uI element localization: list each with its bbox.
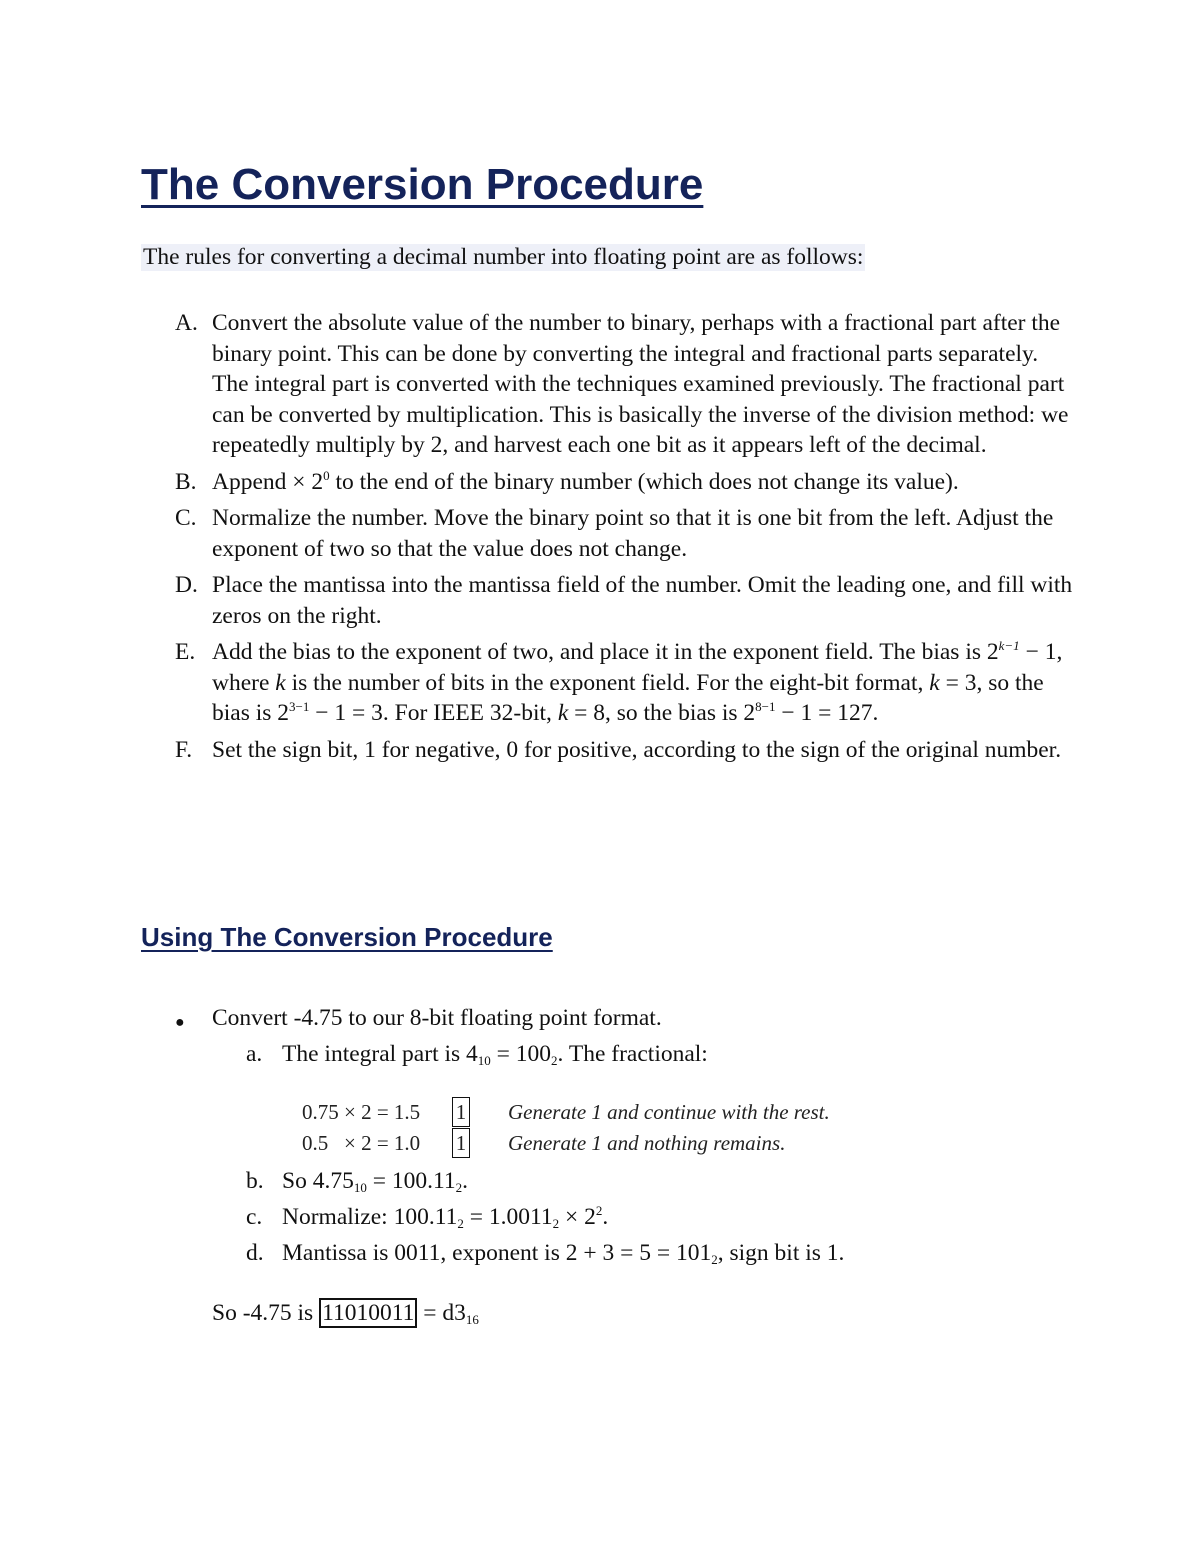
rule-text: Convert the absolute value of the number to binary, perhaps with a fractional part after the binary point. This can be done by converting the integral and fractional parts separately. The integral part is converted with the techniques examined previously. The fractional part can be converted by multiplication. This is basically the inverse of the division method: we repeatedly multiply by 2, and harvest each one bit as it appears left of the decimal.	[212, 310, 1069, 458]
exponent: k−1	[998, 638, 1020, 653]
rule-f	[175, 735, 1075, 766]
result-text: = d3	[417, 1300, 466, 1326]
rule-text: Normalize the number. Move the binary point so that it is one bit from the left. Adjust the exponent of two so that the value does not change.	[212, 505, 1054, 562]
bullet-icon: ●	[175, 1014, 185, 1031]
page-title: The Conversion Procedure	[141, 160, 704, 209]
rule-text: Set the sign bit, 1 for negative, 0 for positive, according to the sign of the original number.	[212, 736, 1062, 763]
rule-text: − 1 = 127.	[775, 700, 879, 726]
step-text: The integral part is 4	[282, 1041, 478, 1067]
step-text: .	[462, 1168, 468, 1194]
rule-text: Place the mantissa into the mantissa field of the number. Omit the leading one, and fill with zeros on the right.	[212, 572, 1073, 629]
subscript: 2	[551, 1053, 558, 1068]
rule-marker: C.	[175, 505, 197, 531]
subscript: 2	[711, 1252, 718, 1267]
step-text: Mantissa is 0011, exponent is 2 + 3 = 5 = 101	[282, 1240, 712, 1266]
step-text: , sign bit is 1.	[717, 1240, 845, 1266]
step-c	[246, 1203, 609, 1231]
step-text: × 2	[559, 1204, 596, 1230]
exponent: 3−1	[289, 699, 310, 714]
rule-marker: F.	[175, 736, 193, 763]
variable-k: k	[275, 669, 286, 696]
step-text: So 4.75	[282, 1168, 354, 1194]
calc-row-2	[302, 1131, 902, 1161]
exponent: 2	[595, 1203, 603, 1218]
rule-text: − 1, where	[212, 639, 1063, 696]
subscript: 2	[455, 1180, 463, 1195]
calc-expression: 0.75 × 2 = 1.5	[302, 1100, 421, 1124]
example-bullet-text: Convert -4.75 to our 8-bit floating point format.	[212, 1005, 662, 1031]
rule-b	[175, 467, 1075, 498]
rule-c	[175, 503, 1075, 564]
result-line	[212, 1300, 479, 1327]
rule-text: = 8, so the bias is 2	[568, 700, 756, 726]
rule-marker: E.	[175, 639, 196, 665]
variable-k: k	[557, 700, 569, 726]
calc-note: Generate 1 and continue with the rest.	[508, 1100, 830, 1124]
exponent: 0	[323, 467, 330, 483]
step-marker: d.	[246, 1240, 264, 1266]
step-text: Normalize: 100.11	[282, 1204, 458, 1230]
rule-text: Append × 2	[212, 468, 324, 495]
step-b	[246, 1168, 468, 1195]
subscript: 2	[457, 1216, 464, 1231]
rule-a	[175, 308, 1075, 461]
section-heading: Using The Conversion Procedure	[141, 922, 553, 952]
step-text: . The fractional:	[557, 1041, 708, 1067]
step-text: .	[602, 1204, 609, 1230]
step-a	[246, 1041, 708, 1068]
step-marker: a.	[246, 1041, 263, 1067]
rule-marker: A.	[175, 310, 198, 336]
rule-d	[175, 570, 1075, 631]
step-text: = 100.11	[366, 1168, 456, 1194]
rule-marker: D.	[175, 572, 198, 598]
step-marker: c.	[246, 1204, 263, 1230]
rule-text: is the number of bits in the exponent field. For the eight-bit format,	[285, 669, 930, 696]
variable-k: k	[929, 669, 940, 696]
step-marker: b.	[246, 1168, 264, 1194]
boxed-bit: 1	[452, 1097, 470, 1127]
intro-paragraph: The rules for converting a decimal number into floating point are as follows:	[143, 244, 864, 270]
rule-text: Add the bias to the exponent of two, and place it in the exponent field. The bias is 2	[212, 639, 999, 665]
step-d	[246, 1240, 845, 1267]
rules-list	[175, 308, 1075, 771]
result-bits-box: 11010011	[319, 1298, 417, 1328]
rule-text: to the end of the binary number (which does not change its value).	[329, 468, 959, 495]
subscript: 16	[465, 1312, 479, 1327]
calc-row-1	[302, 1100, 902, 1130]
rule-marker: B.	[175, 468, 197, 495]
exponent: 8−1	[755, 699, 776, 714]
subscript: 2	[552, 1216, 560, 1231]
rule-text: = 3, so the bias is 2	[212, 669, 1044, 726]
result-text: So -4.75 is	[212, 1300, 320, 1326]
rule-e	[175, 637, 1075, 729]
boxed-bit: 1	[452, 1128, 470, 1158]
calc-note: Generate 1 and nothing remains.	[508, 1131, 786, 1155]
step-text: = 1.0011	[463, 1204, 553, 1230]
subscript: 10	[477, 1053, 491, 1068]
calc-expression: 0.5 × 2 = 1.0	[302, 1131, 421, 1155]
subscript: 10	[353, 1180, 367, 1195]
step-text: = 100	[490, 1041, 552, 1067]
rule-text: − 1 = 3. For IEEE 32-bit,	[309, 700, 558, 726]
